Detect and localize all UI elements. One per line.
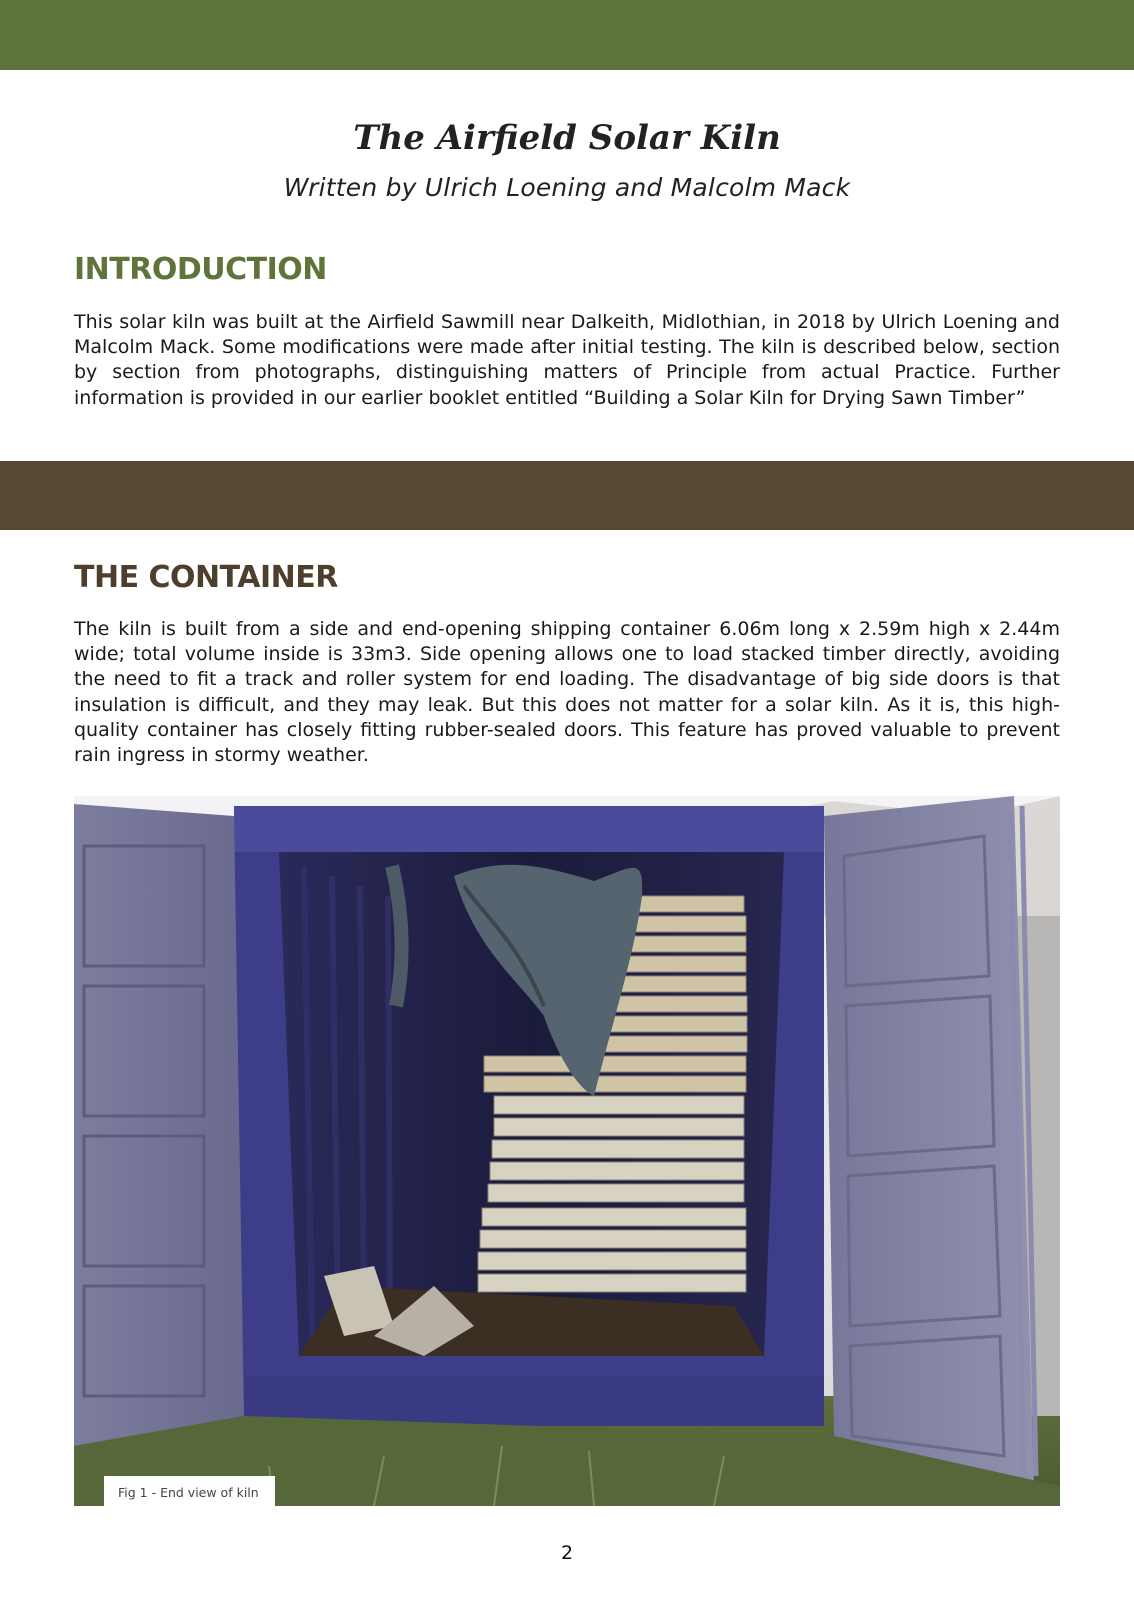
container-heading: THE CONTAINER (74, 560, 338, 595)
kiln-photo (74, 796, 1060, 1506)
introduction-heading: INTRODUCTION (74, 252, 327, 287)
page-number: 2 (560, 1542, 574, 1564)
introduction-paragraph: This solar kiln was built at the Airfield Sawmill near Dalkeith, Midlothian, in 2018 by Ulrich Loening and Malcolm Mack. Some modifications were made after initial testing. The kiln is described below, section by section from photographs, distinguishing matters of Principle from actual Practice. Further information is provided in our earlier booklet entitled “Building a Solar Kiln for Drying Sawn Timber” (74, 311, 1060, 409)
container-paragraph: The kiln is built from a side and end-opening shipping container 6.06m long x 2.59m high x 2.44m wide; total volume inside is 33m3. Side opening allows one to load stacked timber directly, avoiding the need to fit a track and roller system for end loading. The disadvantage of big side doors is that insulation is difficult, and they may leak. But this does not matter for a solar kiln. As it is, this high-quality container has closely fitting rubber-sealed doors. This feature has proved valuable to prevent rain ingress in stormy weather. (74, 618, 1060, 767)
figure-caption: Fig 1 - End view of kiln (104, 1476, 275, 1506)
top-color-band (0, 0, 1134, 70)
byline: Written by Ulrich Loening and Malcolm Mack (283, 173, 851, 202)
section-divider-band (0, 461, 1134, 530)
page-title: The Airfield Solar Kiln (353, 118, 781, 158)
kiln-photo-illustration (74, 796, 1060, 1506)
